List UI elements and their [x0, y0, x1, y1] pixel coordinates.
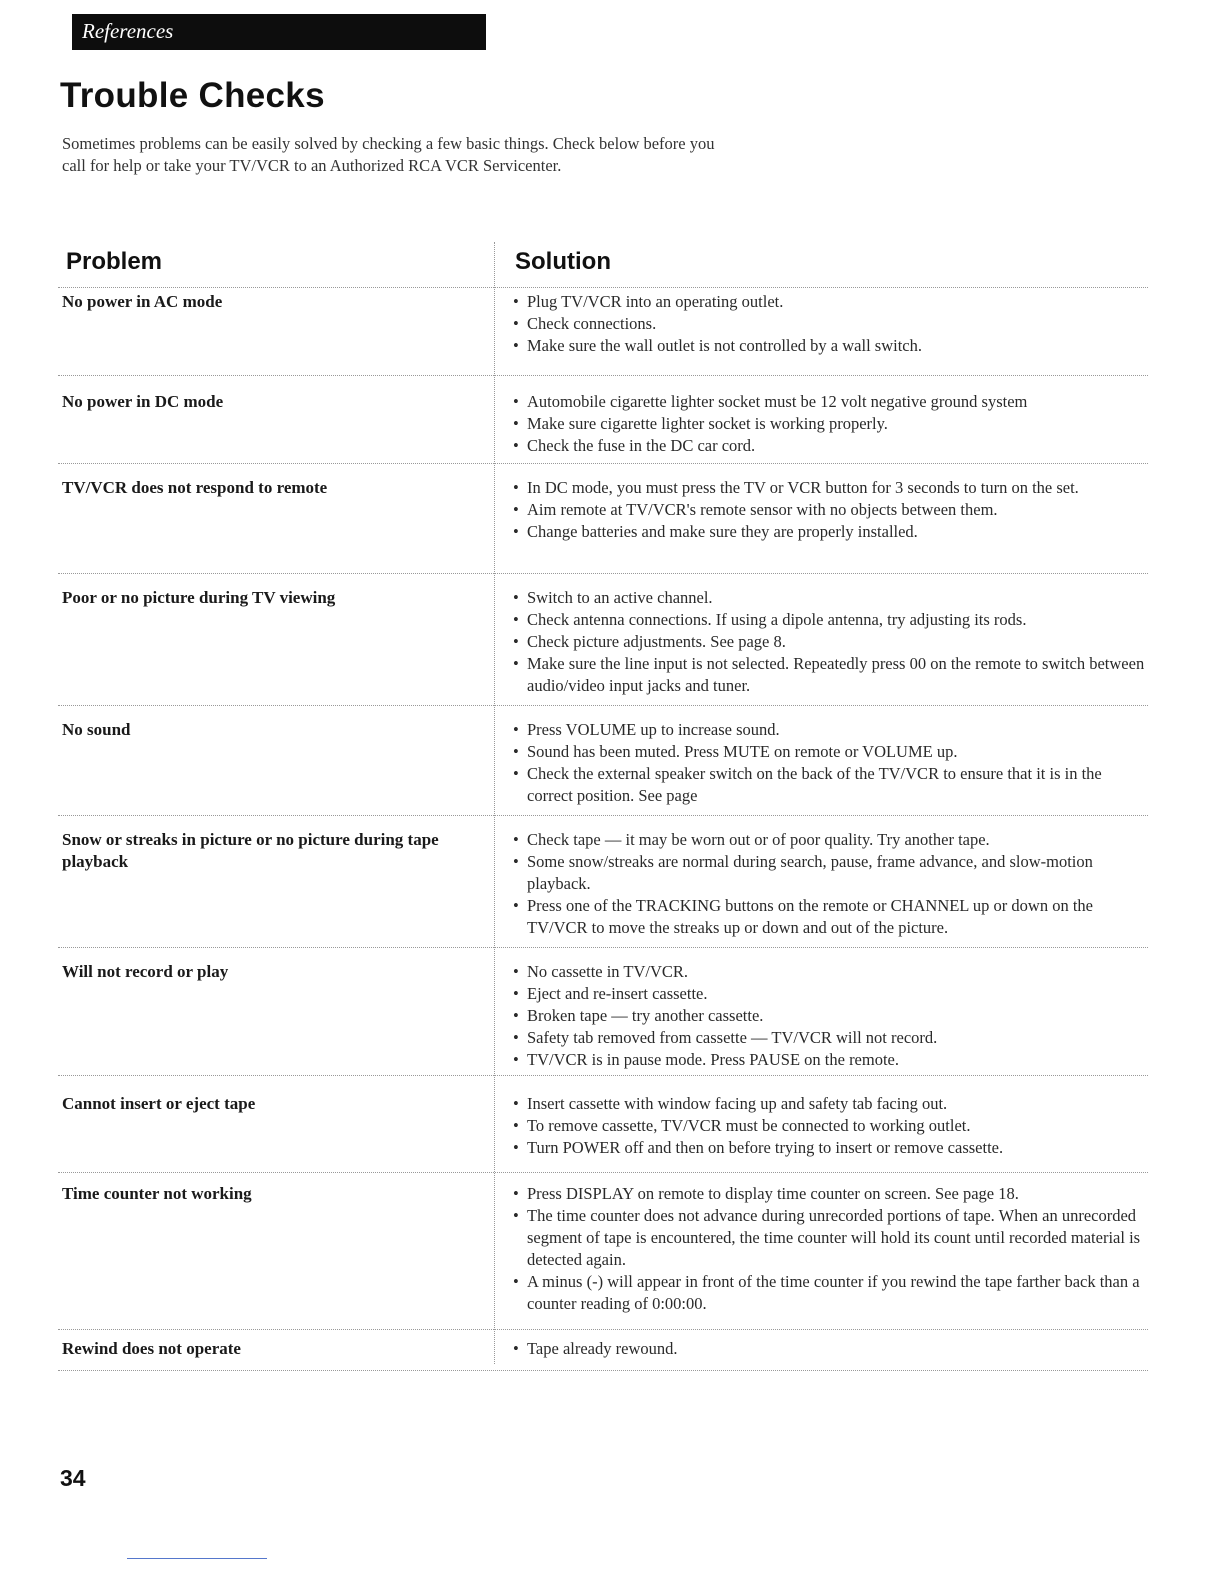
list-item: • Make sure cigarette lighter socket is working properly. [527, 413, 1148, 435]
solution-list [513, 291, 1148, 357]
problem-cell: No power in AC mode [62, 292, 223, 311]
solution-list [513, 587, 1148, 697]
list-item: • Check tape — it may be worn out or of poor quality. Try another tape. [527, 829, 1148, 851]
table-row [58, 288, 1148, 376]
solution-column-header: Solution [515, 248, 611, 275]
solution-list [513, 391, 1148, 457]
list-item: • Check antenna connections. If using a dipole antenna, try adjusting its rods. [527, 609, 1148, 631]
problem-cell: Cannot insert or eject tape [62, 1094, 256, 1113]
solution-cell [58, 1093, 1148, 1172]
list-item: • Safety tab removed from cassette — TV/VCR will not record. [527, 1027, 1148, 1049]
table-row [58, 1330, 1148, 1371]
list-item: • Make sure the line input is not selected. Repeatedly press 00 on the remote to switch between audio/video input jacks and tuner. [527, 653, 1148, 697]
list-item: • Press VOLUME up to increase sound. [527, 719, 1148, 741]
solution-list [513, 1183, 1148, 1315]
problem-cell: Time counter not working [62, 1184, 252, 1203]
list-item: • Some snow/streaks are normal during search, pause, frame advance, and slow-motion playback. [527, 851, 1148, 895]
solution-cell [58, 719, 1148, 815]
section-header-bar [72, 14, 486, 50]
table-row [58, 706, 1148, 816]
list-item: • Turn POWER off and then on before trying to insert or remove cassette. [527, 1137, 1148, 1159]
solution-list [513, 477, 1148, 543]
list-item: • In DC mode, you must press the TV or VCR button for 3 seconds to turn on the set. [527, 477, 1148, 499]
solution-list [513, 961, 1148, 1071]
list-item: • Aim remote at TV/VCR's remote sensor with no objects between them. [527, 499, 1148, 521]
list-item: • Sound has been muted. Press MUTE on remote or VOLUME up. [527, 741, 1148, 763]
list-item: • Press one of the TRACKING buttons on the remote or CHANNEL up or down on the TV/VCR to move the streaks up or down and out of the picture. [527, 895, 1148, 939]
solution-cell [58, 1338, 1148, 1370]
solution-cell [58, 477, 1148, 573]
list-item: • Eject and re-insert cassette. [527, 983, 1148, 1005]
problem-cell: No power in DC mode [62, 392, 224, 411]
list-item: • Press DISPLAY on remote to display time counter on screen. See page 18. [527, 1183, 1148, 1205]
table-row [58, 1173, 1148, 1330]
list-item: • TV/VCR is in pause mode. Press PAUSE on the remote. [527, 1049, 1148, 1071]
problem-cell: Poor or no picture during TV viewing [62, 588, 336, 607]
list-item: • Change batteries and make sure they are properly installed. [527, 521, 1148, 543]
table-row [58, 574, 1148, 706]
intro-paragraph: Sometimes problems can be easily solved by checking a few basic things. Check below before you call for help or take your TV/VCR to an Authorized RCA VCR Servicenter. [62, 134, 715, 175]
list-item: • Check picture adjustments. See page 8. [527, 631, 1148, 653]
list-item: • Automobile cigarette lighter socket must be 12 volt negative ground system [527, 391, 1148, 413]
list-item: • The time counter does not advance during unrecorded portions of tape. When an unrecorded segment of tape is encountered, the time counter will hold its count until recorded material is detected again. [527, 1205, 1148, 1271]
solution-cell [58, 587, 1148, 705]
table-row [58, 948, 1148, 1076]
solution-cell [58, 961, 1148, 1075]
list-item: • Switch to an active channel. [527, 587, 1148, 609]
list-item: • Tape already rewound. [527, 1338, 1148, 1360]
list-item: • Check the external speaker switch on the back of the TV/VCR to ensure that it is in the correct position. See page [527, 763, 1148, 807]
table-row [58, 1076, 1148, 1173]
solution-list [513, 829, 1148, 939]
table-row [58, 816, 1148, 948]
solution-list [513, 1338, 1148, 1360]
trouble-table [58, 287, 1148, 1371]
solution-cell [58, 1183, 1148, 1329]
solution-cell [58, 829, 1148, 947]
page-number: 34 [60, 1465, 86, 1491]
list-item: • A minus (-) will appear in front of the time counter if you rewind the tape farther back than a counter reading of 0:00:00. [527, 1271, 1148, 1315]
solution-list [513, 719, 1148, 807]
table-row [58, 464, 1148, 574]
list-item: • Plug TV/VCR into an operating outlet. [527, 291, 1148, 313]
problem-cell: TV/VCR does not respond to remote [62, 478, 328, 497]
solution-list [513, 1093, 1148, 1159]
problem-cell: Will not record or play [62, 962, 229, 981]
page-title: Trouble Checks [60, 76, 325, 115]
list-item: • Insert cassette with window facing up and safety tab facing out. [527, 1093, 1148, 1115]
problem-cell: Rewind does not operate [62, 1339, 241, 1358]
list-item: • Broken tape — try another cassette. [527, 1005, 1148, 1027]
list-item: • Make sure the wall outlet is not controlled by a wall switch. [527, 335, 1148, 357]
section-label: References [82, 19, 174, 43]
list-item: • Check connections. [527, 313, 1148, 335]
solution-cell [58, 291, 1148, 375]
problem-cell: No sound [62, 720, 131, 739]
list-item: • No cassette in TV/VCR. [527, 961, 1148, 983]
problem-cell: Snow or streaks in picture or no picture during tape playback [62, 830, 439, 871]
list-item: • To remove cassette, TV/VCR must be connected to working outlet. [527, 1115, 1148, 1137]
table-row [58, 376, 1148, 464]
solution-cell [58, 391, 1148, 463]
problem-column-header: Problem [66, 248, 163, 275]
list-item: • Check the fuse in the DC car cord. [527, 435, 1148, 457]
footer-rule [127, 1558, 267, 1559]
